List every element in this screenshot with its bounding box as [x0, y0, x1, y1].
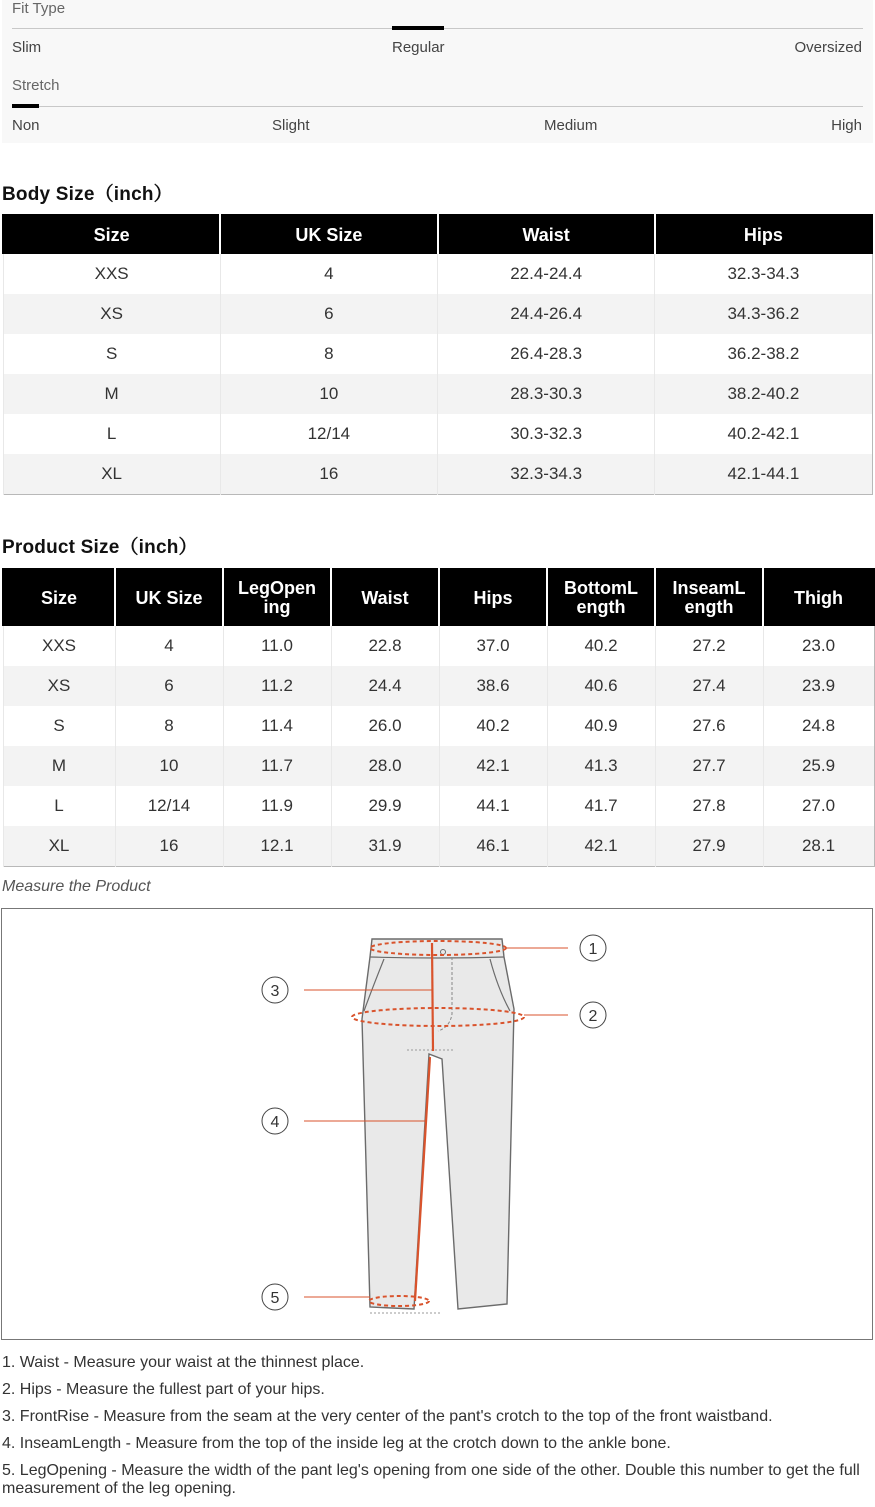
table-cell: 6	[115, 666, 223, 706]
table-cell: 10	[115, 746, 223, 786]
table-cell: 8	[220, 334, 437, 374]
table-cell: 40.6	[547, 666, 655, 706]
stretch-track	[12, 106, 863, 107]
table-row	[3, 826, 874, 867]
table-cell: 4	[220, 254, 437, 294]
table-row	[3, 786, 874, 826]
table-cell: 40.2-42.1	[655, 414, 872, 454]
table-cell: XL	[3, 826, 115, 867]
marker-3-label: 3	[270, 983, 280, 1000]
table-cell: 24.4-26.4	[438, 294, 655, 334]
pants-outline	[362, 939, 514, 1309]
table-cell: 25.9	[763, 746, 874, 786]
table-cell: 12.1	[223, 826, 331, 867]
table-cell: 26.0	[331, 706, 439, 746]
table-row	[3, 746, 874, 786]
stretch-label-medium: Medium	[544, 117, 598, 134]
table-cell: 28.3-30.3	[438, 374, 655, 414]
table-cell: 12/14	[220, 414, 437, 454]
table-cell: XS	[3, 294, 220, 334]
table-cell: 23.0	[763, 626, 874, 666]
header-cell	[547, 569, 655, 626]
marker-4-label: 4	[270, 1114, 280, 1131]
table-row	[3, 706, 874, 746]
note-waist: 1. Waist - Measure your waist at the thinnest place.	[2, 1354, 365, 1371]
table-cell: 16	[115, 826, 223, 867]
table-row	[3, 294, 872, 334]
table-cell: 4	[115, 626, 223, 666]
header-text: ing	[263, 597, 291, 617]
pants-diagram	[2, 909, 872, 1339]
table-cell: 24.4	[331, 666, 439, 706]
table-cell: 10	[220, 374, 437, 414]
table-cell: 42.1-44.1	[655, 454, 872, 495]
table-cell: XXS	[3, 254, 220, 294]
fit-type-title: Fit Type	[12, 0, 66, 17]
stretch-label-slight: Slight	[272, 117, 310, 134]
table-row	[3, 334, 872, 374]
marker-1	[580, 935, 606, 961]
note-hips: 2. Hips - Measure the fullest part of your hips.	[2, 1381, 325, 1398]
header-text: Thigh	[794, 587, 843, 608]
table-cell: 28.1	[763, 826, 874, 867]
measure-caption: Measure the Product	[2, 878, 151, 895]
header-text: InseamL	[672, 578, 746, 598]
header-cell: Size	[3, 215, 220, 254]
table-cell: 6	[220, 294, 437, 334]
table-cell: 40.2	[439, 706, 547, 746]
table-cell: 42.1	[547, 826, 655, 867]
table-cell: 38.2-40.2	[655, 374, 872, 414]
marker-2	[580, 1002, 606, 1028]
table-cell: 11.9	[223, 786, 331, 826]
measure-diagram	[1, 908, 873, 1340]
table-row	[3, 626, 874, 666]
table-cell: 22.4-24.4	[438, 254, 655, 294]
stretch-marker	[12, 104, 39, 108]
marker-5-label: 5	[270, 1290, 280, 1307]
table-cell: 27.7	[655, 746, 763, 786]
table-cell: 27.8	[655, 786, 763, 826]
header-cell	[439, 569, 547, 626]
table-cell: 36.2-38.2	[655, 334, 872, 374]
header-cell	[115, 569, 223, 626]
header-text: Size	[40, 587, 78, 608]
note-front-rise: 3. FrontRise - Measure from the seam at the very center of the pant's crotch to the top of the front waistband.	[2, 1408, 773, 1425]
table-cell: M	[3, 746, 115, 786]
header-cell: UK Size	[220, 215, 437, 254]
table-cell: L	[3, 786, 115, 826]
header-cell	[3, 569, 115, 626]
table-cell: S	[3, 706, 115, 746]
fit-type-label-slim: Slim	[12, 39, 42, 56]
table-cell: 29.9	[331, 786, 439, 826]
header-text: ength	[684, 597, 734, 617]
table-cell: 11.0	[223, 626, 331, 666]
table-cell: 44.1	[439, 786, 547, 826]
table-cell: 34.3-36.2	[655, 294, 872, 334]
header-cell	[655, 569, 763, 626]
table-cell: 11.7	[223, 746, 331, 786]
table-cell: S	[3, 334, 220, 374]
header-text: LegOpen	[237, 578, 316, 598]
table-header-row	[3, 569, 874, 626]
body-size-title: Body Size（inch）	[2, 184, 173, 205]
fit-type-label-oversized: Oversized	[794, 39, 862, 56]
marker-2-label: 2	[588, 1008, 598, 1025]
table-cell: 12/14	[115, 786, 223, 826]
table-cell: 42.1	[439, 746, 547, 786]
table-cell: 46.1	[439, 826, 547, 867]
table-cell: 38.6	[439, 666, 547, 706]
table-cell: XS	[3, 666, 115, 706]
fit-type-marker	[392, 26, 444, 30]
note-inseam-length: 4. InseamLength - Measure from the top of the inside leg at the crotch down to the ankle bone.	[2, 1435, 671, 1452]
stretch-title: Stretch	[12, 77, 60, 94]
table-cell: 30.3-32.3	[438, 414, 655, 454]
table-cell: 32.3-34.3	[438, 454, 655, 495]
header-cell	[331, 569, 439, 626]
table-cell: 27.6	[655, 706, 763, 746]
table-row	[3, 666, 874, 706]
note-leg-opening: 5. LegOpening - Measure the width of the pant leg's opening from one side of the other. Double this number to get the full measurement of the leg opening.	[2, 1462, 860, 1497]
marker-1-label: 1	[588, 941, 598, 958]
table-cell: 31.9	[331, 826, 439, 867]
table-cell: M	[3, 374, 220, 414]
table-cell: 26.4-28.3	[438, 334, 655, 374]
table-cell: 37.0	[439, 626, 547, 666]
fit-type-label-regular: Regular	[392, 39, 445, 56]
stretch-label-non: Non	[12, 117, 40, 134]
table-cell: 11.4	[223, 706, 331, 746]
table-row	[3, 454, 872, 495]
table-cell: 40.9	[547, 706, 655, 746]
table-cell: 11.2	[223, 666, 331, 706]
table-cell: 32.3-34.3	[655, 254, 872, 294]
header-text: Hips	[473, 587, 513, 608]
measurement-notes	[2, 1354, 862, 1507]
table-cell: 27.4	[655, 666, 763, 706]
header-cell	[223, 569, 331, 626]
header-text: Waist	[361, 587, 409, 608]
table-header-row	[3, 215, 872, 254]
header-cell	[763, 569, 874, 626]
table-row	[3, 414, 872, 454]
header-text: ength	[576, 597, 626, 617]
table-row	[3, 254, 872, 294]
table-cell: L	[3, 414, 220, 454]
table-cell: 8	[115, 706, 223, 746]
front-rise-measure-line	[432, 943, 433, 1051]
header-text: BottomL	[564, 578, 638, 598]
table-cell: 16	[220, 454, 437, 495]
body-size-table	[2, 214, 873, 495]
product-size-title: Product Size（inch）	[2, 537, 198, 558]
table-cell: 28.0	[331, 746, 439, 786]
marker-5	[262, 1284, 288, 1310]
table-cell: XXS	[3, 626, 115, 666]
fit-stretch-panel	[2, 0, 873, 143]
product-size-table	[2, 568, 875, 867]
table-cell: 27.2	[655, 626, 763, 666]
table-cell: 24.8	[763, 706, 874, 746]
marker-3	[262, 977, 288, 1003]
table-cell: 22.8	[331, 626, 439, 666]
table-cell: 23.9	[763, 666, 874, 706]
header-cell: Hips	[655, 215, 872, 254]
header-text: UK Size	[135, 587, 203, 608]
table-cell: 27.0	[763, 786, 874, 826]
table-cell: 41.7	[547, 786, 655, 826]
table-cell: XL	[3, 454, 220, 495]
table-cell: 27.9	[655, 826, 763, 867]
marker-4	[262, 1108, 288, 1134]
table-row	[3, 374, 872, 414]
header-cell: Waist	[438, 215, 655, 254]
table-cell: 40.2	[547, 626, 655, 666]
table-cell: 41.3	[547, 746, 655, 786]
stretch-label-high: High	[831, 117, 862, 134]
